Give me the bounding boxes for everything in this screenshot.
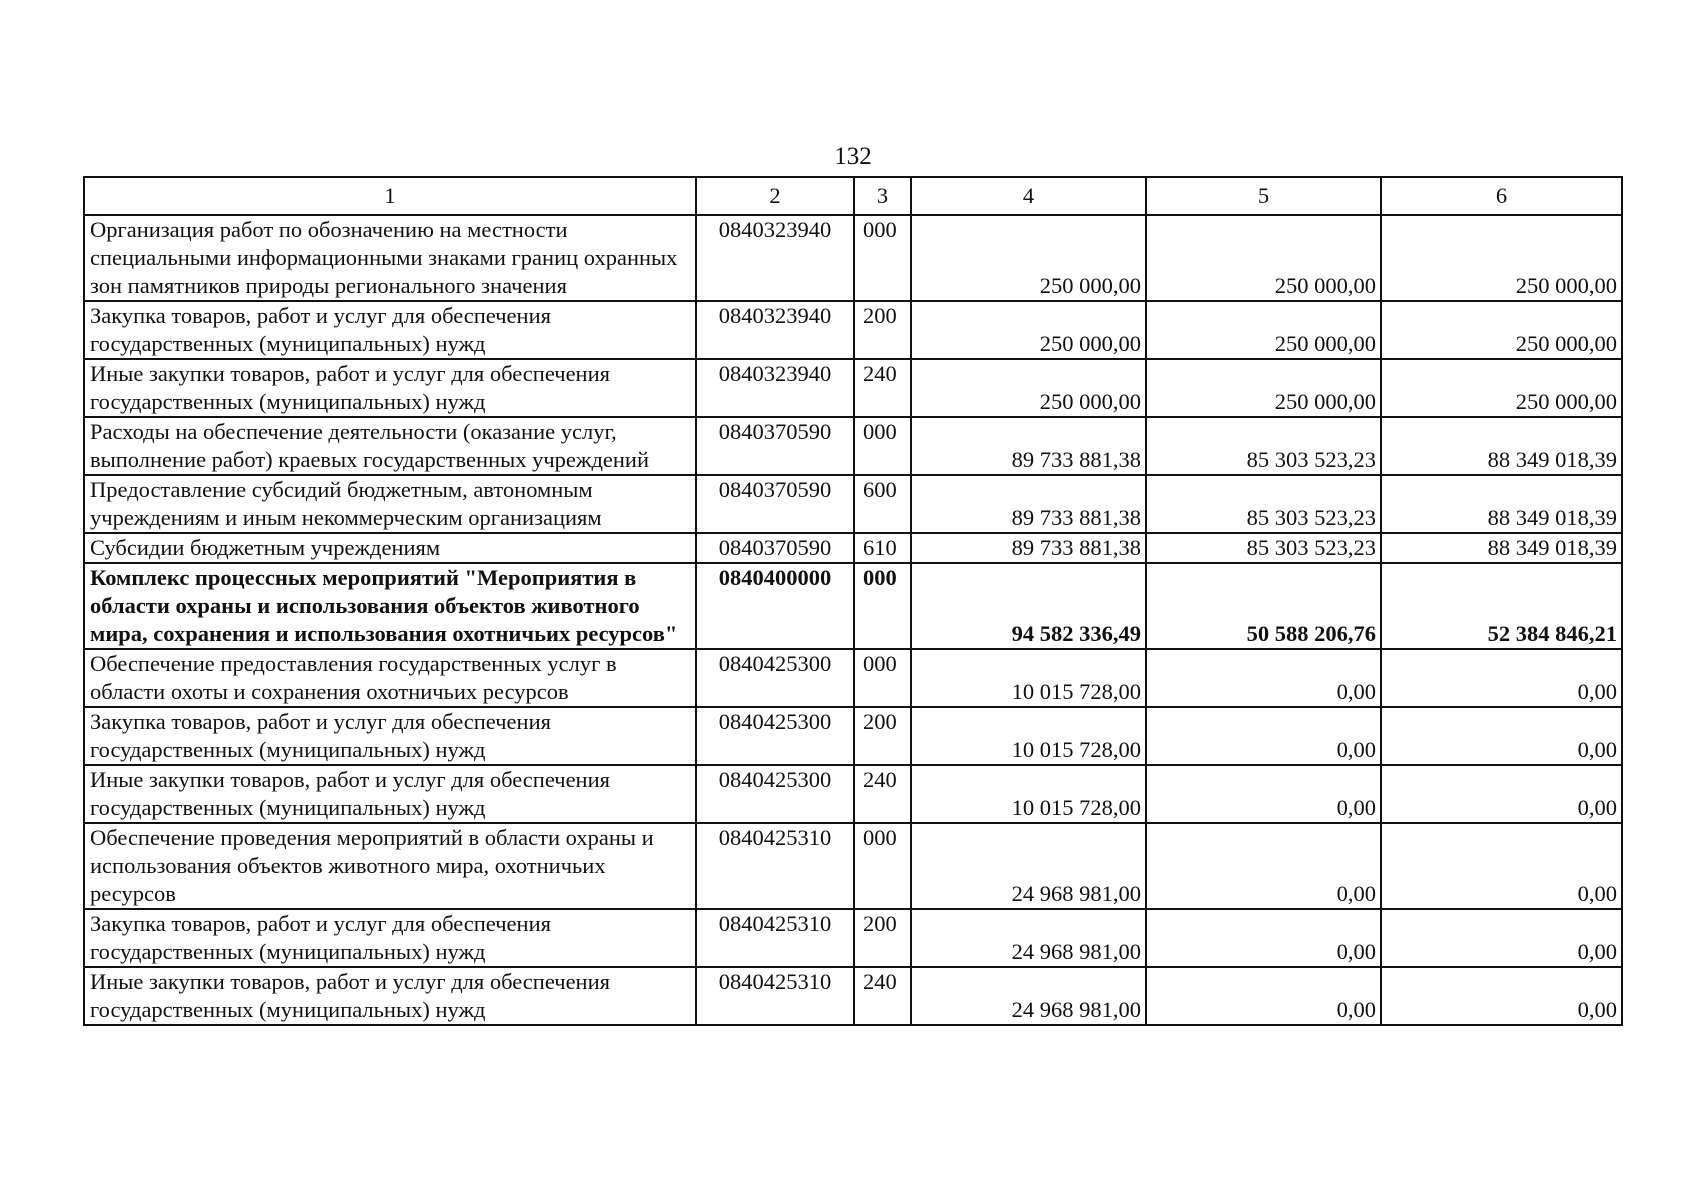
row-expense-type-cell: 200	[854, 301, 911, 359]
column-header-4: 4	[911, 177, 1146, 215]
row-name-cell: Расходы на обеспечение деятельности (оказание услуг, выполнение работ) краевых государственных учреждений	[84, 417, 696, 475]
row-name-cell: Закупка товаров, работ и услуг для обеспечения государственных (муниципальных) нужд	[84, 909, 696, 967]
row-value-col6-cell: 0,00	[1381, 823, 1622, 909]
row-value-col4-cell: 250 000,00	[911, 359, 1146, 417]
row-code-cell: 0840425310	[696, 909, 854, 967]
row-expense-type-cell: 200	[854, 707, 911, 765]
row-name-cell: Обеспечение предоставления государственных услуг в области охоты и сохранения охотничьих ресурсов	[84, 649, 696, 707]
table-row	[84, 301, 1622, 359]
table-row	[84, 765, 1622, 823]
table-row	[84, 533, 1622, 563]
header-row	[84, 177, 1622, 215]
row-expense-type-cell: 240	[854, 359, 911, 417]
row-value-col5-cell: 50 588 206,76	[1146, 563, 1381, 649]
row-value-col5-cell: 0,00	[1146, 909, 1381, 967]
row-value-col5-cell: 0,00	[1146, 967, 1381, 1025]
row-name-cell: Субсидии бюджетным учреждениям	[84, 533, 696, 563]
row-name-cell: Предоставление субсидий бюджетным, автономным учреждениям и иным некоммерческим организациям	[84, 475, 696, 533]
row-code-cell: 0840425300	[696, 649, 854, 707]
row-expense-type-cell: 000	[854, 417, 911, 475]
table-header	[84, 177, 1622, 215]
row-value-col6-cell: 0,00	[1381, 765, 1622, 823]
row-name-cell: Иные закупки товаров, работ и услуг для обеспечения государственных (муниципальных) нужд	[84, 765, 696, 823]
row-expense-type-cell: 000	[854, 823, 911, 909]
row-name-cell: Обеспечение проведения мероприятий в области охраны и использования объектов животного мира, охотничьих ресурсов	[84, 823, 696, 909]
row-value-col4-cell: 24 968 981,00	[911, 823, 1146, 909]
table-row	[84, 967, 1622, 1025]
row-value-col6-cell: 0,00	[1381, 707, 1622, 765]
row-value-col5-cell: 0,00	[1146, 765, 1381, 823]
row-value-col6-cell: 88 349 018,39	[1381, 475, 1622, 533]
row-value-col5-cell: 250 000,00	[1146, 215, 1381, 301]
row-value-col6-cell: 88 349 018,39	[1381, 417, 1622, 475]
row-value-col5-cell: 0,00	[1146, 707, 1381, 765]
row-value-col6-cell: 52 384 846,21	[1381, 563, 1622, 649]
row-code-cell: 0840323940	[696, 215, 854, 301]
row-expense-type-cell: 000	[854, 563, 911, 649]
row-value-col5-cell: 0,00	[1146, 823, 1381, 909]
row-value-col4-cell: 24 968 981,00	[911, 909, 1146, 967]
row-expense-type-cell: 240	[854, 967, 911, 1025]
row-value-col4-cell: 250 000,00	[911, 301, 1146, 359]
row-value-col4-cell: 24 968 981,00	[911, 967, 1146, 1025]
table-row	[84, 649, 1622, 707]
row-expense-type-cell: 000	[854, 215, 911, 301]
row-code-cell: 0840425310	[696, 967, 854, 1025]
row-code-cell: 0840425310	[696, 823, 854, 909]
row-expense-type-cell: 200	[854, 909, 911, 967]
row-value-col6-cell: 250 000,00	[1381, 359, 1622, 417]
table-row	[84, 909, 1622, 967]
row-value-col5-cell: 85 303 523,23	[1146, 417, 1381, 475]
row-name-cell: Закупка товаров, работ и услуг для обеспечения государственных (муниципальных) нужд	[84, 707, 696, 765]
table-row	[84, 359, 1622, 417]
row-value-col4-cell: 10 015 728,00	[911, 649, 1146, 707]
row-value-col6-cell: 88 349 018,39	[1381, 533, 1622, 563]
row-value-col4-cell: 10 015 728,00	[911, 707, 1146, 765]
row-name-cell: Комплекс процессных мероприятий "Мероприятия в области охраны и использования объектов животного мира, сохранения и использования охотничьих ресурсов"	[84, 563, 696, 649]
row-value-col6-cell: 0,00	[1381, 909, 1622, 967]
row-expense-type-cell: 000	[854, 649, 911, 707]
row-value-col4-cell: 89 733 881,38	[911, 475, 1146, 533]
row-code-cell: 0840370590	[696, 475, 854, 533]
row-value-col4-cell: 89 733 881,38	[911, 533, 1146, 563]
table-row	[84, 823, 1622, 909]
row-code-cell: 0840370590	[696, 417, 854, 475]
row-value-col4-cell: 10 015 728,00	[911, 765, 1146, 823]
table-body	[84, 215, 1622, 1025]
row-value-col4-cell: 250 000,00	[911, 215, 1146, 301]
row-value-col4-cell: 94 582 336,49	[911, 563, 1146, 649]
row-value-col5-cell: 85 303 523,23	[1146, 533, 1381, 563]
table-row	[84, 475, 1622, 533]
row-code-cell: 0840323940	[696, 301, 854, 359]
row-code-cell: 0840425300	[696, 765, 854, 823]
column-header-1: 1	[84, 177, 696, 215]
row-value-col5-cell: 85 303 523,23	[1146, 475, 1381, 533]
row-value-col6-cell: 0,00	[1381, 967, 1622, 1025]
row-value-col6-cell: 250 000,00	[1381, 301, 1622, 359]
row-code-cell: 0840400000	[696, 563, 854, 649]
column-header-3: 3	[854, 177, 911, 215]
row-name-cell: Организация работ по обозначению на местности специальными информационными знаками границ охранных зон памятников природы регионального значения	[84, 215, 696, 301]
row-name-cell: Иные закупки товаров, работ и услуг для обеспечения государственных (муниципальных) нужд	[84, 967, 696, 1025]
row-value-col6-cell: 250 000,00	[1381, 215, 1622, 301]
table-row	[84, 707, 1622, 765]
table-row	[84, 417, 1622, 475]
row-value-col5-cell: 250 000,00	[1146, 359, 1381, 417]
row-expense-type-cell: 600	[854, 475, 911, 533]
row-code-cell: 0840323940	[696, 359, 854, 417]
row-value-col4-cell: 89 733 881,38	[911, 417, 1146, 475]
row-code-cell: 0840370590	[696, 533, 854, 563]
row-name-cell: Закупка товаров, работ и услуг для обеспечения государственных (муниципальных) нужд	[84, 301, 696, 359]
column-header-2: 2	[696, 177, 854, 215]
table-row	[84, 215, 1622, 301]
row-name-cell: Иные закупки товаров, работ и услуг для обеспечения государственных (муниципальных) нужд	[84, 359, 696, 417]
column-header-5: 5	[1146, 177, 1381, 215]
budget-table	[83, 176, 1623, 1026]
row-value-col6-cell: 0,00	[1381, 649, 1622, 707]
row-value-col5-cell: 0,00	[1146, 649, 1381, 707]
row-code-cell: 0840425300	[696, 707, 854, 765]
row-value-col5-cell: 250 000,00	[1146, 301, 1381, 359]
table-row	[84, 563, 1622, 649]
row-expense-type-cell: 610	[854, 533, 911, 563]
row-expense-type-cell: 240	[854, 765, 911, 823]
page-number: 132	[834, 143, 872, 170]
column-header-6: 6	[1381, 177, 1622, 215]
